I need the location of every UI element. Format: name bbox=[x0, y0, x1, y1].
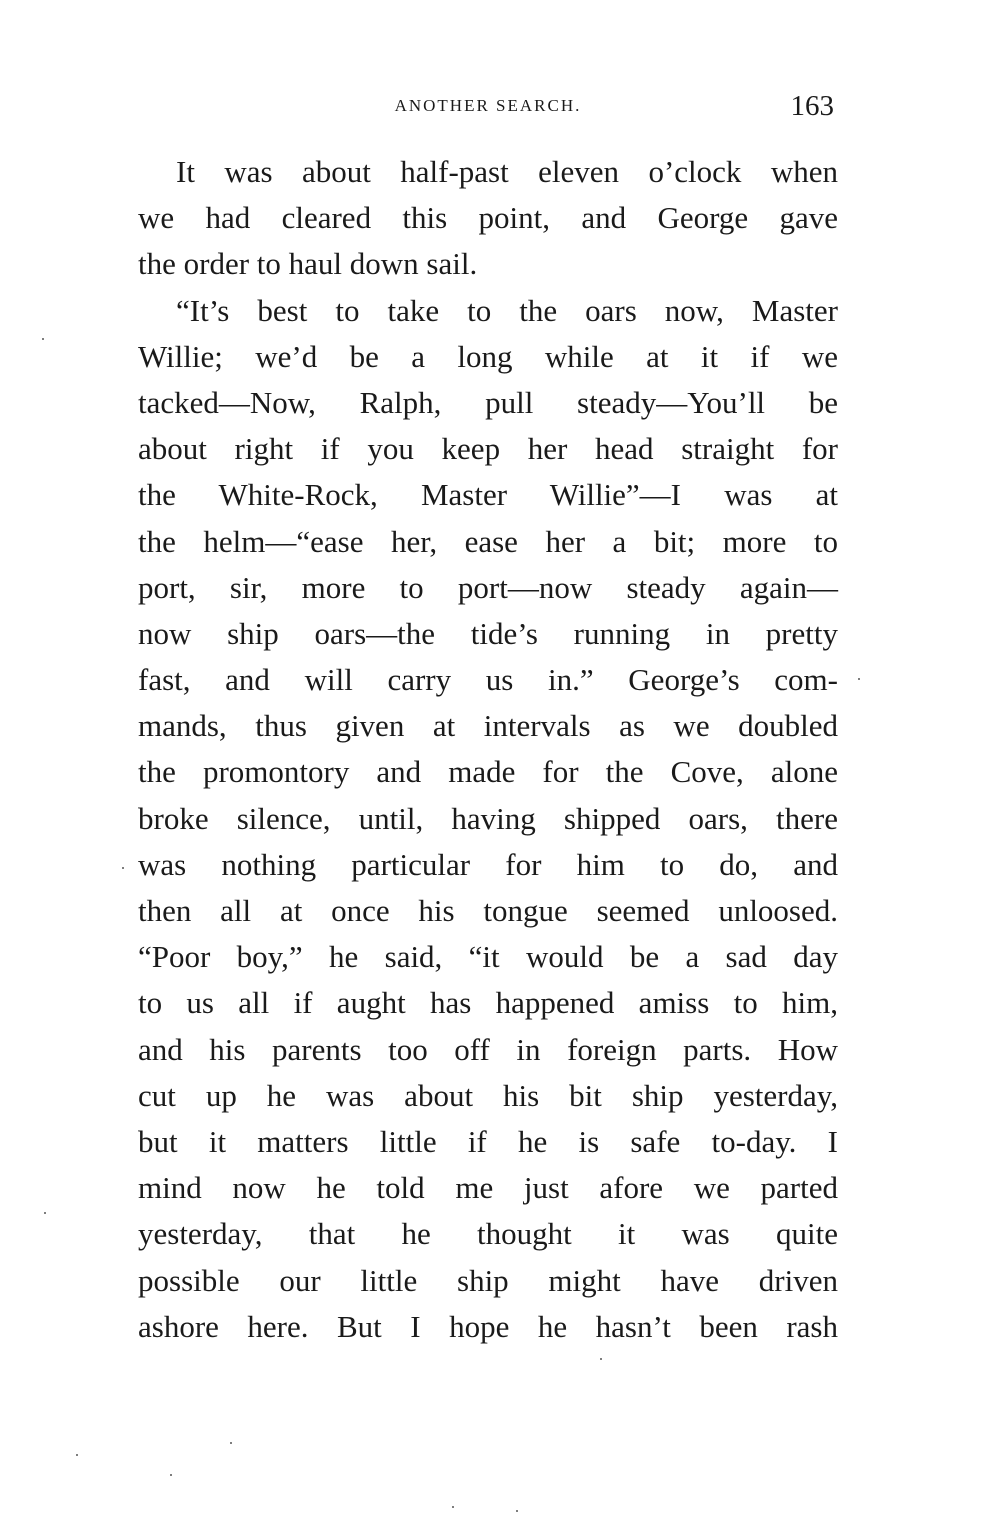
text-line: possible our little ship might have driven bbox=[138, 1262, 838, 1298]
text-line: tacked—Now, Ralph, pull steady—You’ll be bbox=[138, 384, 838, 420]
text-line: yesterday, that he thought it was quite bbox=[138, 1216, 838, 1252]
text-line: ashore here. But I hope he hasn’t been rash bbox=[138, 1308, 838, 1344]
scan-speck bbox=[122, 867, 124, 869]
scan-speck bbox=[170, 1474, 172, 1476]
running-header bbox=[138, 92, 838, 128]
text-line: “Poor boy,” he said, “it would be a sad day bbox=[138, 939, 838, 975]
scan-speck bbox=[44, 1212, 46, 1214]
text-line: the White-Rock, Master Willie”—I was at bbox=[138, 477, 838, 513]
text-line: the promontory and made for the Cove, alone bbox=[138, 754, 838, 790]
body-text bbox=[138, 149, 838, 1350]
scan-speck bbox=[600, 1358, 602, 1360]
text-line: cut up he was about his bit ship yesterday, bbox=[138, 1077, 838, 1113]
scan-speck bbox=[858, 678, 860, 680]
scan-speck bbox=[42, 338, 44, 340]
text-line: was nothing particular for him to do, and bbox=[138, 846, 838, 882]
text-line: the order to haul down sail. bbox=[138, 246, 478, 282]
text-line: now ship oars—the tide’s running in pretty bbox=[138, 615, 838, 651]
text-line: but it matters little if he is safe to-day. I bbox=[138, 1123, 838, 1159]
text-line: mind now he told me just afore we parted bbox=[138, 1170, 838, 1206]
scan-speck bbox=[230, 1442, 232, 1444]
text-line: It was about half-past eleven o’clock when bbox=[176, 154, 838, 189]
text-line: the helm—“ease her, ease her a bit; more to bbox=[138, 523, 838, 559]
text-line: about right if you keep her head straight for bbox=[138, 431, 838, 467]
text-line: mands, thus given at intervals as we doubled bbox=[138, 708, 838, 744]
text-line: we had cleared this point, and George gave bbox=[138, 200, 838, 236]
text-line: to us all if aught has happened amiss to him, bbox=[138, 985, 838, 1021]
text-line: and his parents too off in foreign parts. How bbox=[138, 1031, 838, 1067]
page-number: 163 bbox=[790, 90, 834, 122]
running-title: ANOTHER SEARCH. bbox=[394, 96, 582, 115]
text-line: “It’s best to take to the oars now, Master bbox=[176, 292, 838, 328]
text-line: then all at once his tongue seemed unloosed. bbox=[138, 893, 838, 928]
text-line: fast, and will carry us in.” George’s com- bbox=[138, 662, 838, 698]
text-line: Willie; we’d be a long while at it if we bbox=[138, 338, 838, 374]
scan-speck bbox=[452, 1506, 454, 1508]
text-line: broke silence, until, having shipped oars, there bbox=[138, 800, 838, 836]
scan-speck bbox=[516, 1510, 518, 1512]
text-line: port, sir, more to port—now steady again— bbox=[138, 569, 838, 605]
scan-speck bbox=[76, 1454, 78, 1456]
